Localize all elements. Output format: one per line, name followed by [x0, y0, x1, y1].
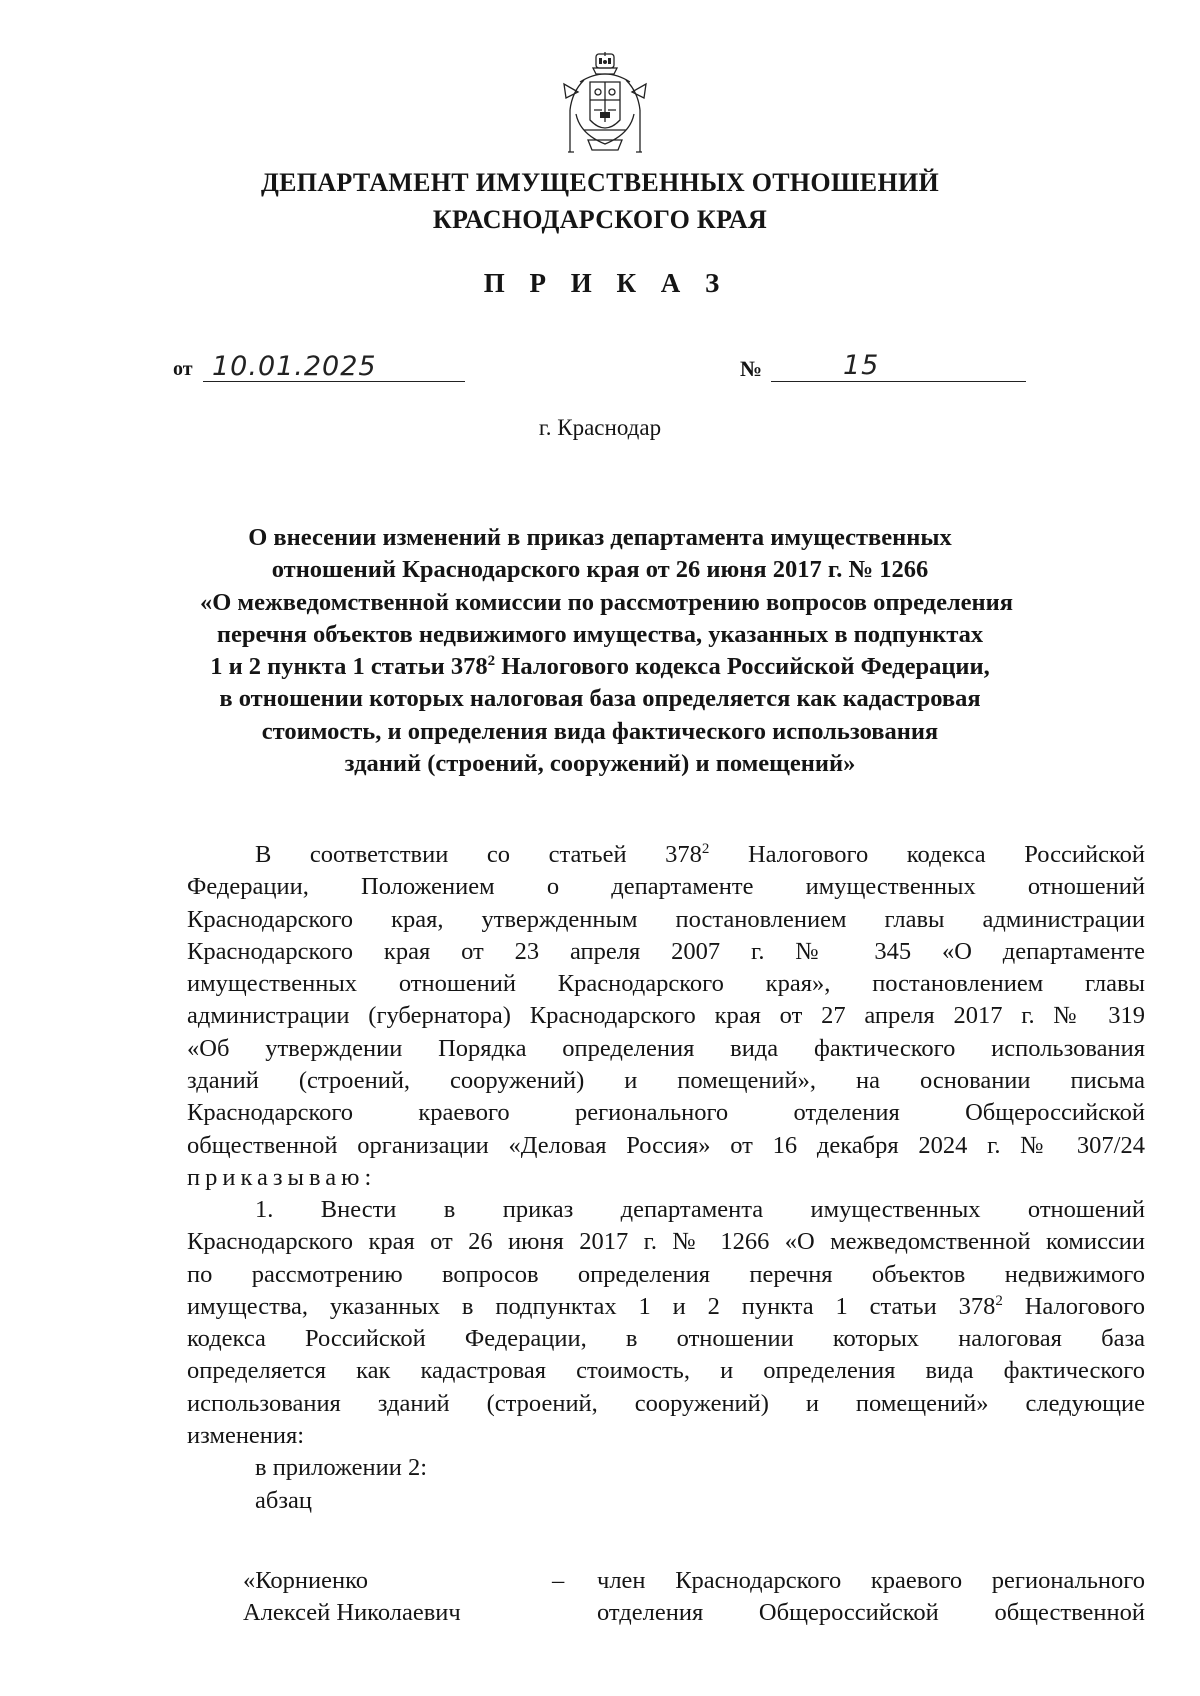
body-text: Налогового кодекса Российской [709, 841, 1145, 868]
subject-line: О внесении изменений в приказ департамента имущественных [248, 524, 952, 551]
body-line: имущественных отношений Краснодарского края», постановлением главы [187, 970, 1145, 998]
paragraph-label: абзац [255, 1486, 313, 1514]
appendix-label: в приложении 2: [255, 1454, 428, 1482]
subject-line: зданий (строений, сооружений) и помещений» [344, 750, 856, 778]
number-underline [771, 381, 1026, 382]
body-line: использования зданий (строений, сооружений) и помещений» следующие [187, 1389, 1145, 1417]
handwritten-number: 15 [843, 350, 880, 381]
subject-line [200, 651, 1000, 683]
subject-line: «О межведомственной комиссии по рассмотрению вопросов определения [200, 588, 1014, 616]
body-line: администрации (губернатора) Краснодарского края от 27 апреля 2017 г. № 319 [187, 1002, 1145, 1030]
body-line: Краснодарского краевого регионального отделения Общероссийской [187, 1099, 1145, 1127]
body-line: Краснодарского края, утвержденным постановлением главы администрации [187, 905, 1145, 933]
subject-line: отношений Краснодарского края от 26 июня 2017 г. № 1266 [271, 556, 929, 584]
body-line: 1. Внести в приказ департамента имущественных отношений [255, 1196, 1145, 1223]
subject-text: 1 и 2 пункта 1 статьи 378 [210, 653, 488, 681]
body-line [187, 839, 1145, 871]
superscript: 2 [995, 1292, 1003, 1309]
document-title: П Р И К А З [483, 268, 729, 298]
body-line: изменения: [187, 1422, 305, 1450]
subject-line: в отношении которых налоговая база определяется как кадастровая [219, 685, 981, 713]
member-surname: «Корниенко [243, 1567, 368, 1594]
date-label: от [173, 358, 193, 380]
body-line: кодекса Российской Федерации, в отношении которых налоговая база [187, 1325, 1145, 1353]
body-line: Краснодарского края от 23 апреля 2007 г. № 345 «О департаменте [187, 937, 1145, 965]
body-text: Налогового [1002, 1292, 1145, 1320]
member-given-names: Алексей Николаевич [243, 1599, 461, 1627]
handwritten-date: 10.01.2025 [212, 351, 377, 382]
body-line: Федерации, Положением о департаменте имущественных отношений [187, 873, 1145, 901]
role-line: член Краснодарского краевого регионального [597, 1567, 1145, 1594]
role-line: отделения Общероссийской общественной [597, 1599, 1145, 1627]
preamble-paragraph [187, 839, 1145, 1194]
superscript: 2 [701, 840, 710, 857]
department-name-line2: КРАСНОДАРСКОГО КРАЯ [432, 205, 768, 234]
coat-of-arms-emblem [560, 52, 650, 160]
superscript: 2 [487, 653, 496, 670]
body-text: имущества, указанных в подпунктах 1 и 2 пункта 1 статьи 378 [187, 1292, 996, 1320]
member-name [243, 1565, 461, 1630]
department-name-line1: ДЕПАРТАМЕНТ ИМУЩЕСТВЕННЫХ ОТНОШЕНИЙ [260, 168, 940, 197]
body-text: В соответствии со статьей 378 [255, 841, 702, 868]
body-line: Краснодарского края от 26 июня 2017 г. № 1266 «О межведомственной комиссии [187, 1228, 1145, 1256]
body-line: зданий (строений, сооружений) и помещений», на основании письма [187, 1067, 1145, 1095]
city-line: г. Краснодар [538, 415, 662, 440]
subject-text: Налогового кодекса Российской Федерации, [495, 653, 990, 681]
number-label: № [740, 356, 763, 381]
member-dash: – [552, 1567, 565, 1594]
body-line: определяется как кадастровая стоимость, и определения вида фактического [187, 1357, 1145, 1385]
body-line: «Об утверждении Порядка определения вида фактического использования [187, 1034, 1145, 1062]
subject-line: стоимость, и определения вида фактического использования [261, 717, 939, 745]
order-word: приказываю: [187, 1163, 377, 1191]
body-line: по рассмотрению вопросов определения перечня объектов недвижимого [187, 1260, 1145, 1288]
item1-paragraph [187, 1194, 1145, 1517]
body-line [187, 1291, 1145, 1323]
subject-title [200, 522, 1014, 780]
subject-line: перечня объектов недвижимого имущества, указанных в подпунктах [216, 620, 984, 648]
member-role [597, 1565, 1145, 1630]
body-line: общественной организации «Деловая Россия» от 16 декабря 2024 г. № 307/24 [187, 1131, 1145, 1159]
